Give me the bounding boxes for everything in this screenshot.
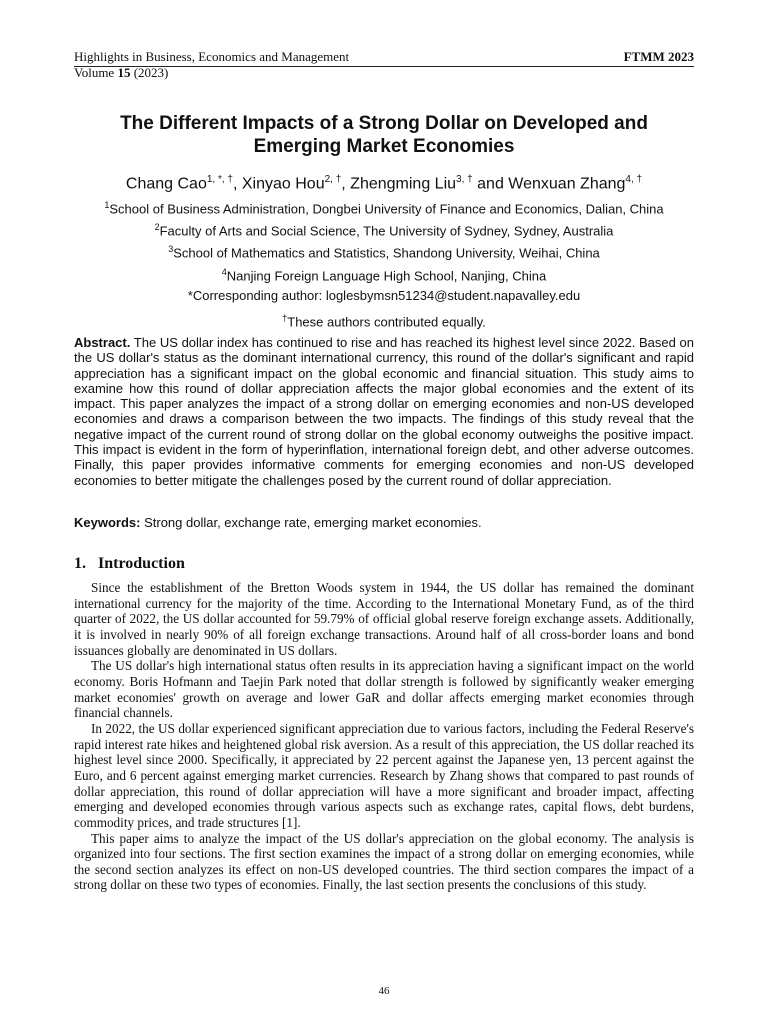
paragraph: The US dollar's high international status often results in its appreciation having a significant impact on the world economy. Boris Hofmann and Taejin Park noted that dollar strength is followed by significantly weaker emerging market economies' growth on average and lower GaR and dollar affects emerging market economies through financial channels. [74, 658, 694, 721]
author-name: Xinyao Hou [241, 175, 325, 193]
section-number: 1. [74, 555, 86, 572]
affiliation-mark: 1 [104, 200, 110, 210]
author-marks: 4, † [625, 174, 643, 185]
equal-contribution-mark: † [282, 313, 288, 323]
title-line-1: The Different Impacts of a Strong Dollar on Developed and [120, 113, 648, 134]
author-marks: 1, *, † [206, 174, 233, 185]
corresponding-author: *Corresponding author: loglesbymsn51234@student.napavalley.edu [187, 288, 581, 303]
volume-number: 15 [117, 65, 131, 80]
paragraph: In 2022, the US dollar experienced significant appreciation due to various factors, including the Federal Reserve's rapid interest rate hikes and heightened global risk aversion. As a result of this appreciation, the US dollar reached its highest level since 2000. Specifically, it appreciated by 22 percent against the Japanese yen, 13 percent against the Euro, and 6 percent against emerging market currencies. Research by Zhang shows that compared to past rounds of dollar appreciation, this round of dollar appreciation will have a more significant and broader impact, affecting emerging and developed economies through various aspects such as exchange rates, capital flows, debt burdens, commodity prices, and trade structures [1]. [74, 720, 694, 830]
equal-contribution-text: These authors contributed equally. [287, 314, 486, 330]
keywords-label: Keywords: [74, 515, 141, 530]
header-divider [74, 66, 694, 67]
volume-year: (2023) [133, 65, 169, 80]
page-number: 46 [378, 985, 390, 997]
affiliation [74, 197, 694, 217]
abstract-label: Abstract. [74, 335, 131, 350]
abstract [74, 335, 694, 488]
keywords [74, 515, 694, 531]
author-separator: , [341, 175, 351, 193]
paper-title [74, 112, 694, 158]
equal-contribution-note [74, 310, 694, 330]
abstract-text: The US dollar index has continued to rise and has reached its highest level since 2022. Based on the US dollar's status as the dominant international currency, this round of the dollar's significant and rapid appreciation has a significant impact on the global economic and financial situation. This study aims to examine how this round of dollar appreciation affects the major global economies and the extent of its impact. This paper analyzes the impact of a strong dollar on emerging economies and non-US developed economies and draws a comparison between the two impacts. The findings of this study reveal that the negative impact of the current round of strong dollar on the global economy outweighs the positive impact. This impact is evident in the form of hyperinflation, international foreign debt, and other adverse outcomes. Finally, this paper provides informative comments for emerging economies and non-US developed economies to better mitigate the challenges posed by the current round of dollar appreciation. [74, 335, 694, 488]
affiliation [74, 219, 694, 239]
author-separator: , [232, 175, 242, 193]
author-name: Zhengming Liu [350, 175, 457, 193]
author-marks: 2, † [324, 174, 342, 185]
section-heading [74, 554, 185, 574]
affiliation-text: Faculty of Arts and Social Science, The University of Sydney, Sydney, Australia [159, 223, 614, 239]
affiliation-text: School of Business Administration, Dongbei University of Finance and Economics, Dalian, China [109, 201, 664, 217]
running-header [74, 49, 694, 81]
author-separator: and [472, 175, 509, 193]
author-marks: 3, † [456, 174, 473, 185]
affiliation-mark: 4 [221, 267, 227, 277]
author-name: Chang Cao [125, 175, 207, 193]
conference-name: FTMM 2023 [623, 49, 694, 64]
author-list [74, 170, 694, 194]
paragraph: Since the establishment of the Bretton Woods system in 1944, the US dollar has remained the dominant international currency for the majority of the time. According to the International Monetary Fund, as of the third quarter of 2022, the US dollar accounted for 59.79% of official global reserve foreign exchange assets. Additionally, it is involved in nearly 90% of all foreign exchange transactions. Around half of all cross-border loans and bond issuances globally are denominated in US dollars. [74, 580, 694, 658]
journal-name: Highlights in Business, Economics and Management [74, 49, 350, 64]
affiliation-text: Nanjing Foreign Language High School, Nanjing, China [226, 268, 547, 284]
body-text [74, 580, 694, 893]
affiliation-mark: 2 [154, 222, 160, 232]
volume-label: Volume [74, 65, 115, 80]
title-line-2: Emerging Market Economies [253, 136, 515, 157]
paragraph: This paper aims to analyze the impact of the US dollar's appreciation on the global economy. The analysis is organized into four sections. The first section examines the impact of a strong dollar on emerging economies, while the second section analyzes its effect on non-US developed countries. The third section compares the impact of a strong dollar on these two types of economies. Finally, the last section presents the conclusions of this study. [74, 830, 694, 893]
affiliation [74, 241, 694, 261]
author-name: Wenxuan Zhang [508, 175, 626, 193]
keywords-text: Strong dollar, exchange rate, emerging market economies. [144, 515, 482, 530]
volume-line [74, 65, 694, 81]
section-title: Introduction [98, 555, 185, 572]
affiliation-text: School of Mathematics and Statistics, Shandong University, Weihai, China [173, 245, 600, 261]
affiliation-mark: 3 [168, 244, 174, 254]
affiliation [74, 264, 694, 284]
